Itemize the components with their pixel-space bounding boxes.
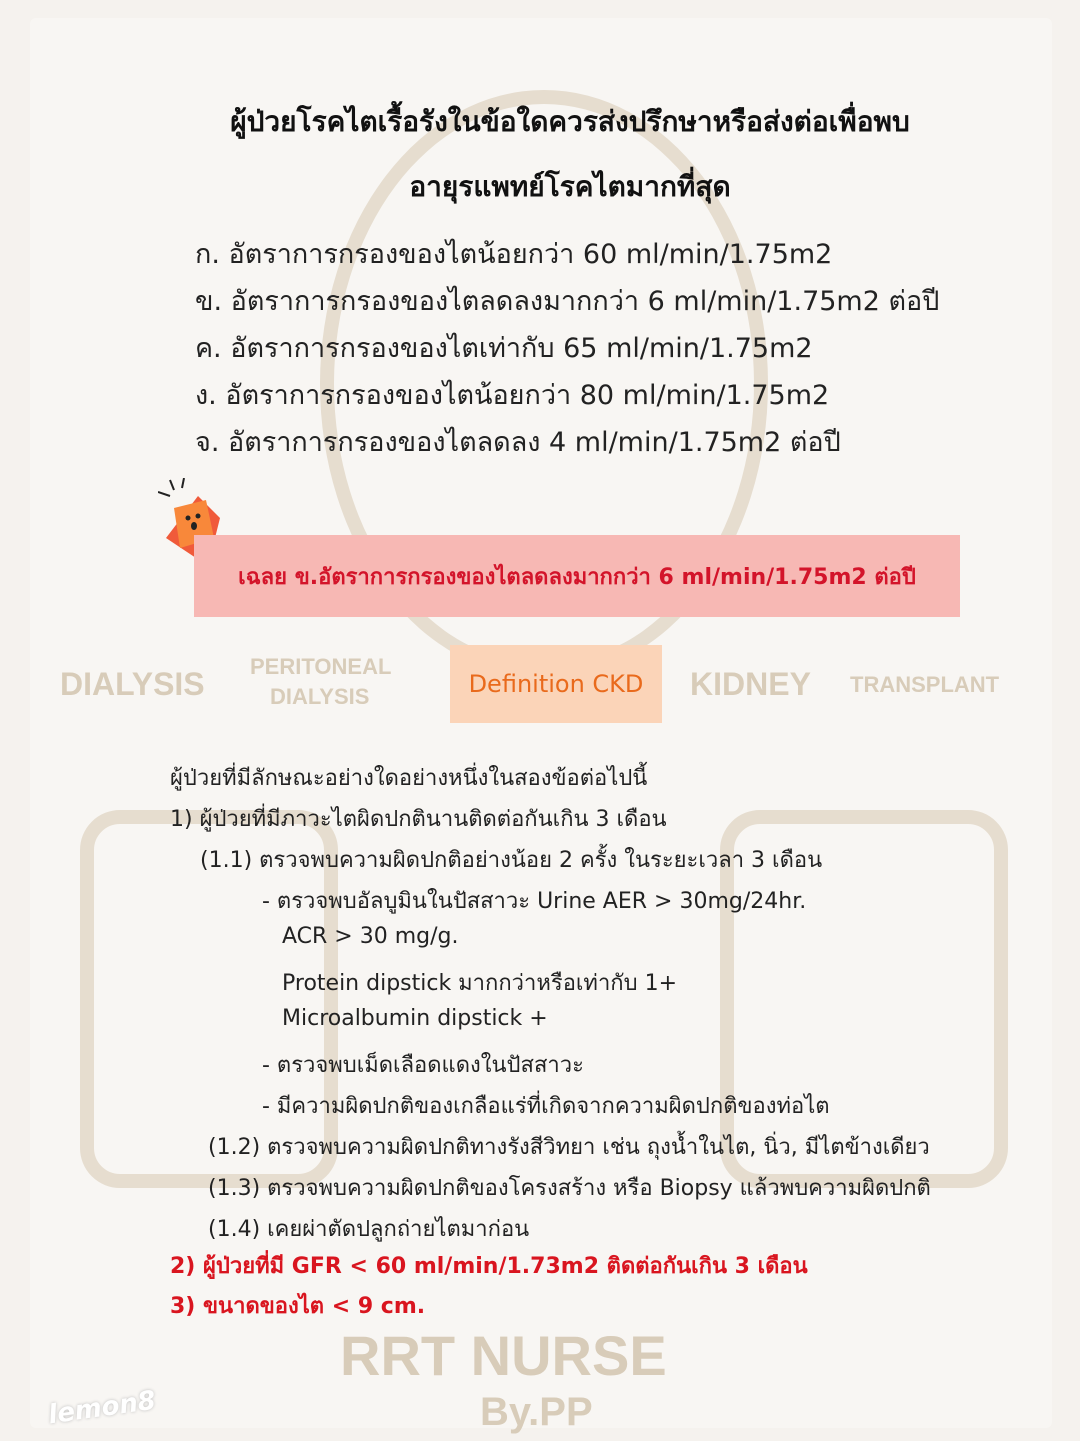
lemon8-logo: lemon8: [46, 1385, 158, 1431]
watermark-peritoneal-dialysis: DIALYSIS: [270, 684, 370, 709]
choice-item: ง. อัตราการกรองของไตน้อยกว่า 80 ml/min/1.75m2: [195, 380, 830, 411]
answer-banner: เฉลย ข.อัตราการกรองของไตลดลงมากกว่า 6 ml/min/1.75m2 ต่อปี: [194, 535, 960, 617]
definition-item-1-1-a: - ตรวจพบอัลบูมินในปัสสาวะ Urine AER > 30mg/24hr.: [262, 889, 807, 914]
choice-item: ก. อัตราการกรองของไตน้อยกว่า 60 ml/min/1.75m2: [195, 239, 833, 270]
watermark-transplant: TRANSPLANT: [850, 672, 1000, 697]
definition-item-1-4: (1.4) เคยผ่าตัดปลูกถ่ายไตมาก่อน: [208, 1217, 530, 1242]
watermark-peritoneal: PERITONEAL: [250, 654, 392, 679]
choice-item: ค. อัตราการกรองของไตเท่ากับ 65 ml/min/1.75m2: [195, 333, 813, 364]
watermark-dialysis: DIALYSIS: [60, 666, 205, 702]
definition-item-1: 1) ผู้ป่วยที่มีภาวะไตผิดปกตินานติดต่อกันเกิน 3 เดือน: [170, 807, 667, 832]
definition-item-1-1-f: - มีความผิดปกติของเกลือแร่ที่เกิดจากความผิดปกติของท่อไต: [262, 1094, 830, 1119]
question-title-line1: ผู้ป่วยโรคไตเรื้อรังในข้อใดควรส่งปรึกษาหรือส่งต่อเพื่อพบ: [230, 105, 910, 138]
definition-item-1-1-d: Microalbumin dipstick +: [282, 1006, 548, 1031]
choice-item: ข. อัตราการกรองของไตลดลงมากกว่า 6 ml/min/1.75m2 ต่อปี: [195, 286, 940, 317]
choice-item: จ. อัตราการกรองของไตลดลง 4 ml/min/1.75m2 ต่อปี: [195, 427, 841, 458]
definition-intro: ผู้ป่วยที่มีลักษณะอย่างใดอย่างหนึ่งในสองข้อต่อไปนี้: [170, 766, 648, 791]
definition-item-1-1-c: Protein dipstick มากกว่าหรือเท่ากับ 1+: [282, 971, 678, 996]
question-title-line2: อายุรแพทย์โรคไตมากที่สุด: [409, 170, 731, 203]
definition-item-1-3: (1.3) ตรวจพบความผิดปกติของโครงสร้าง หรือ Biopsy แล้วพบความผิดปกติ: [208, 1176, 931, 1201]
watermark-brand: RRT NURSE: [340, 1324, 667, 1387]
definition-item-1-2: (1.2) ตรวจพบความผิดปกติทางรังสีวิทยา เช่น ถุงน้ำในไต, นิ่ว, มีไตข้างเดียว: [208, 1135, 930, 1160]
definition-item-2: 2) ผู้ป่วยที่มี GFR < 60 ml/min/1.73m2 ติดต่อกันเกิน 3 เดือน: [170, 1254, 808, 1279]
definition-item-1-1-e: - ตรวจพบเม็ดเลือดแดงในปัสสาวะ: [262, 1053, 584, 1078]
definition-item-3: 3) ขนาดของไต < 9 cm.: [170, 1294, 426, 1319]
watermark-kidney: KIDNEY: [690, 666, 811, 702]
definition-ckd-label: Definition CKD: [450, 645, 662, 723]
definition-item-1-1: (1.1) ตรวจพบความผิดปกติอย่างน้อย 2 ครั้ง ในระยะเวลา 3 เดือน: [200, 848, 823, 873]
definition-item-1-1-b: ACR > 30 mg/g.: [282, 924, 459, 949]
watermark-byline: By.PP: [480, 1390, 593, 1434]
